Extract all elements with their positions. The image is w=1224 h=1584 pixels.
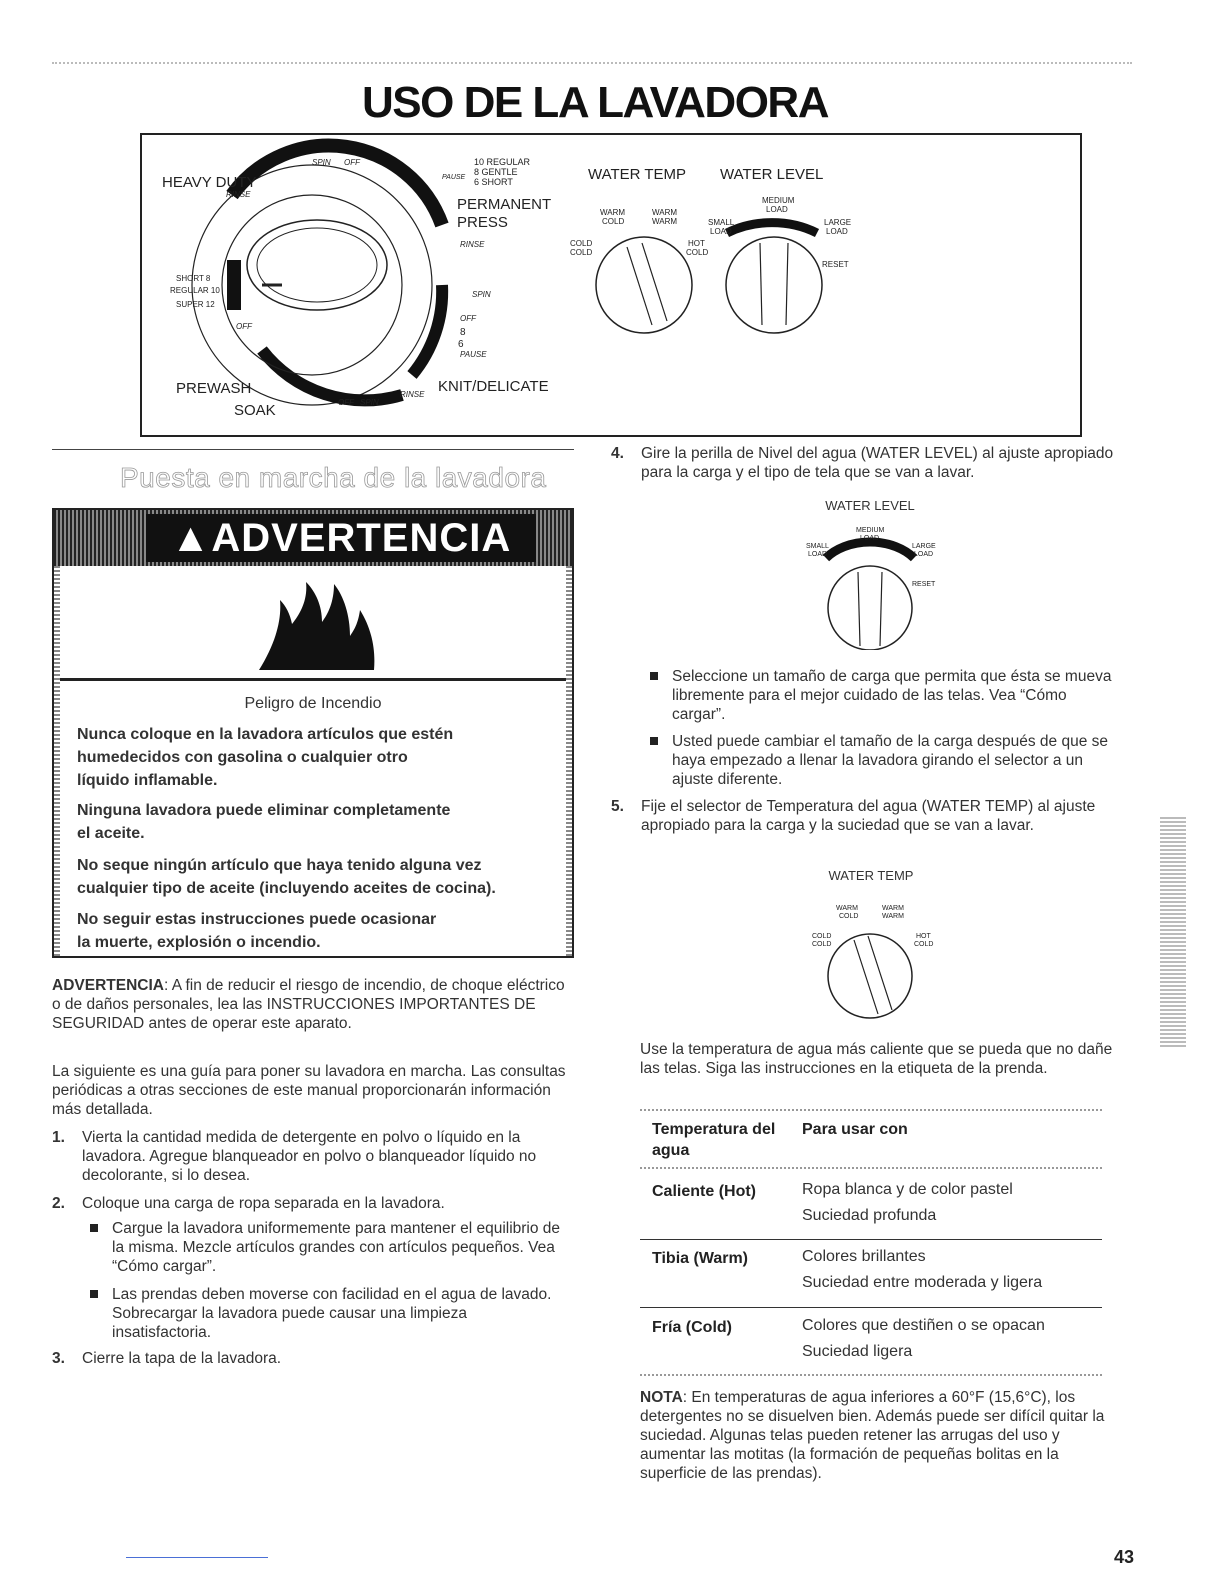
intro-paragraph: La siguiente es una guía para poner su lavadora en marcha. Las consultas periódicas a otras secciones de este manual proporcionarán información más detallada.: [52, 1063, 566, 1118]
fig-level-small-1: SMALL: [806, 543, 829, 550]
warning-header: [54, 510, 572, 566]
advertencia-paragraph: [52, 976, 572, 1033]
fig-temp-hot-cold-2: COLD: [914, 941, 934, 948]
fig-temp-hot-cold-1: HOT: [916, 933, 931, 940]
level-small-1: SMALL: [708, 218, 735, 227]
step-1-text: Vierta la cantidad medida de detergente en polvo o líquido en la lavadora. Agregue blanqueador en polvo o blanqueador líquido no decolorante, si lo desea.: [82, 1129, 537, 1184]
label-short-8: SHORT 8: [176, 274, 211, 283]
temperature-advice: Use la temperatura de agua más caliente que se pueda que no dañe las telas. Siga las instrucciones en la etiqueta de la prenda.: [640, 1041, 1113, 1077]
warning-banner: [146, 514, 536, 562]
warning-line-3b: cualquier tipo de aceite (incluyendo aceites de cocina).: [77, 880, 496, 897]
water-level-figure: [800, 520, 940, 650]
step-2-bullet-1: Cargue la lavadora uniformemente para mantener el equilibrio de la misma. Mezcle artículos grandes con artículos pequeños. Vea “Cómo cargar”.: [112, 1220, 561, 1275]
control-panel-drawing: [142, 135, 1084, 439]
warning-line-4b: la muerte, explosión o incendio.: [77, 934, 321, 951]
table-row-3-temp: Fría (Cold): [652, 1319, 732, 1336]
fig-temp-cold-cold-2: COLD: [812, 941, 832, 948]
label-soak: SOAK: [234, 402, 276, 419]
warning-line-1b: humedecidos con gasolina o cualquier otro: [77, 749, 408, 766]
label-spin-bottom: SPIN: [360, 398, 379, 407]
fig-temp-warm-cold-2: COLD: [839, 913, 859, 920]
water-temp-dial: [570, 166, 708, 333]
advertencia-text: : A fin de reducir el riesgo de incendio, de choque eléctrico o de daños personales, lea las INSTRUCCIONES IMPORTANTES DE SEGURIDAD antes de operar este aparato.: [52, 977, 565, 1032]
label-pause-right: PAUSE: [460, 350, 487, 359]
water-temp-figure-title: WATER TEMP: [828, 868, 914, 883]
table-top-rule: [640, 1109, 1102, 1111]
label-rinse-right: RINSE: [460, 240, 485, 249]
label-short-6: 6 SHORT: [474, 177, 513, 187]
fig-level-small-2: LOAD: [808, 551, 828, 558]
page-number: 43: [1113, 1547, 1134, 1567]
level-large-2: LOAD: [826, 227, 848, 236]
label-gentle-8: 8 GENTLE: [474, 167, 518, 177]
section-title: Puesta en marcha de la lavadora: [120, 462, 547, 493]
warning-line-2b: el aceite.: [77, 825, 145, 842]
fig-temp-cold-cold-1: COLD: [812, 933, 832, 940]
step-4-text: Gire la perilla de Nivel del agua (WATER LEVEL) al ajuste apropiado para la carga y el tipo de tela que se van a lavar.: [641, 445, 1114, 481]
warning-line-1c: líquido inflamable.: [77, 772, 218, 789]
label-super-12: SUPER 12: [176, 300, 215, 309]
bottom-link-line: [126, 1557, 268, 1558]
label-num-8: 8: [460, 327, 466, 338]
warning-line-3a: No seque ningún artículo que haya tenido alguna vez: [77, 857, 482, 874]
bullet-icon: [650, 672, 658, 680]
label-num-6: 6: [458, 339, 464, 350]
table-row-1-use-1: Ropa blanca y de color pastel: [802, 1181, 1013, 1198]
cycle-dial: [162, 146, 551, 419]
bullet-icon: [90, 1290, 98, 1298]
water-level-dial: [708, 166, 851, 333]
label-spin-top: SPIN: [312, 158, 331, 167]
temp-warm-warm-1: WARM: [652, 208, 678, 217]
label-knit-delicate: KNIT/DELICATE: [438, 378, 549, 395]
temp-hot-cold-2: COLD: [686, 248, 709, 257]
step-3-text: Cierre la tapa de la lavadora.: [82, 1350, 282, 1367]
temp-warm-warm-2: WARM: [652, 217, 678, 226]
step-2-number: 2.: [52, 1195, 65, 1212]
table-row-3-use-2: Suciedad ligera: [802, 1343, 913, 1360]
label-rinse-top: RINSE: [226, 190, 251, 199]
step-4-number: 4.: [611, 445, 624, 462]
table-row-rule: [640, 1239, 1102, 1240]
warning-line-1a: Nunca coloque en la lavadora artículos que estén: [77, 726, 454, 743]
hazard-title: Peligro de Incendio: [244, 695, 382, 712]
step-3-number: 3.: [52, 1350, 65, 1367]
warning-triangle-icon: ▲: [170, 516, 212, 560]
table-row-3-use-1: Colores que destiñen o se opacan: [802, 1317, 1045, 1334]
page-title: USO DE LA LAVADORA: [362, 78, 828, 127]
water-level-title: WATER LEVEL: [720, 166, 824, 183]
fig-temp-warm-cold-1: WARM: [836, 905, 858, 912]
label-prewash: PREWASH: [176, 380, 252, 397]
step-2-text: Coloque una carga de ropa separada en la lavadora.: [82, 1195, 445, 1212]
table-row-2-temp: Tibia (Warm): [652, 1250, 749, 1267]
level-medium-1: MEDIUM: [762, 196, 795, 205]
fire-hazard-icon: [54, 566, 572, 678]
level-large-1: LARGE: [824, 218, 852, 227]
water-temp-figure: [806, 896, 946, 1026]
warning-banner-text: ADVERTENCIA: [211, 516, 512, 560]
fig-level-large-1: LARGE: [912, 543, 936, 550]
warning-line-4a: No seguir estas instrucciones puede ocasionar: [77, 911, 437, 928]
level-medium-2: LOAD: [766, 205, 788, 214]
step-2-bullet-2: Las prendas deben moverse con facilidad en el agua de lavado. Sobrecargar la lavadora puede causar una limpieza insatisfactoria.: [112, 1286, 552, 1341]
label-heavy-duty: HEAVY DUTY: [162, 174, 257, 191]
note-text: : En temperaturas de agua inferiores a 60°F (15,6°C), los detergentes no se disuelven bien. Además puede ser difícil quitar la suciedad. Algunas telas pueden retener las arrugas del uso y aumentar las motitas (la formación de pequeñas bolitas en la superficie de las prendas).: [640, 1389, 1105, 1482]
table-header-temperature: Temperatura del agua: [652, 1121, 776, 1159]
step-5-number: 5.: [611, 798, 624, 815]
warning-line-2a: Ninguna lavadora puede eliminar completamente: [77, 802, 451, 819]
fire-icon-area: [54, 566, 572, 681]
water-temp-title: WATER TEMP: [588, 166, 687, 183]
side-tab-marker: [1160, 815, 1186, 1047]
label-press: PRESS: [457, 214, 508, 231]
note-label: NOTA: [640, 1389, 683, 1406]
table-header-use: Para usar con: [802, 1121, 908, 1138]
fig-temp-warm-warm-1: WARM: [882, 905, 904, 912]
top-dotted-rule: [52, 62, 1132, 64]
section-rule: [52, 449, 574, 450]
fig-level-medium-1: MEDIUM: [856, 527, 885, 534]
label-off-bottom: OFF: [338, 398, 354, 407]
control-panel-illustration: [140, 133, 1082, 437]
step-4-bullet-2: Usted puede cambiar el tamaño de la carga después de que se haya empezado a llenar la lavadora girando el selector a un ajuste diferente.: [672, 733, 1109, 788]
label-rinse-bottom: RINSE: [400, 390, 425, 399]
table-row-1-temp: Caliente (Hot): [652, 1183, 756, 1200]
warning-body: [54, 681, 572, 956]
label-off-left: OFF: [236, 322, 252, 331]
fig-temp-warm-warm-2: WARM: [882, 913, 904, 920]
water-level-figure-title: WATER LEVEL: [825, 498, 915, 513]
level-reset: RESET: [822, 260, 849, 269]
step-1-number: 1.: [52, 1129, 65, 1146]
table-row-2-use-2: Suciedad entre moderada y ligera: [802, 1274, 1043, 1291]
table-row-2-use-1: Colores brillantes: [802, 1248, 926, 1265]
step-4-bullet-1: Seleccione un tamaño de carga que permita que ésta se mueva libremente para el mejor cuidado de las telas. Vea “Cómo cargar”.: [672, 668, 1112, 723]
temp-hot-cold-1: HOT: [688, 239, 705, 248]
level-small-2: LOAD: [710, 227, 732, 236]
table-bottom-rule: [640, 1374, 1102, 1376]
label-pause-top: PAUSE: [442, 174, 466, 181]
label-regular-10: 10 REGULAR: [474, 157, 531, 167]
fig-level-large-2: LOAD: [914, 551, 934, 558]
bullet-icon: [90, 1224, 98, 1232]
fig-level-medium-2: LOAD: [860, 535, 880, 542]
temp-warm-cold-2: COLD: [602, 217, 625, 226]
table-row-rule: [640, 1307, 1102, 1308]
label-spin-right: SPIN: [472, 290, 491, 299]
label-regular-10-left: REGULAR 10: [170, 286, 220, 295]
advertencia-label: ADVERTENCIA: [52, 977, 164, 994]
temp-cold-cold-1: COLD: [570, 239, 593, 248]
label-off-top: OFF: [344, 158, 360, 167]
table-row-1-use-2: Suciedad profunda: [802, 1207, 937, 1224]
label-off-right: OFF: [460, 314, 476, 323]
fig-level-reset: RESET: [912, 581, 936, 588]
bullet-icon: [650, 737, 658, 745]
table-header-rule: [640, 1167, 1102, 1169]
temp-warm-cold-1: WARM: [600, 208, 626, 217]
note-paragraph: [640, 1388, 1120, 1483]
step-5-text: Fije el selector de Temperatura del agua (WATER TEMP) al ajuste apropiado para la carga y la suciedad que se van a lavar.: [641, 798, 1096, 834]
temp-cold-cold-2: COLD: [570, 248, 593, 257]
label-permanent: PERMANENT: [457, 196, 552, 213]
warning-box: [52, 508, 574, 958]
